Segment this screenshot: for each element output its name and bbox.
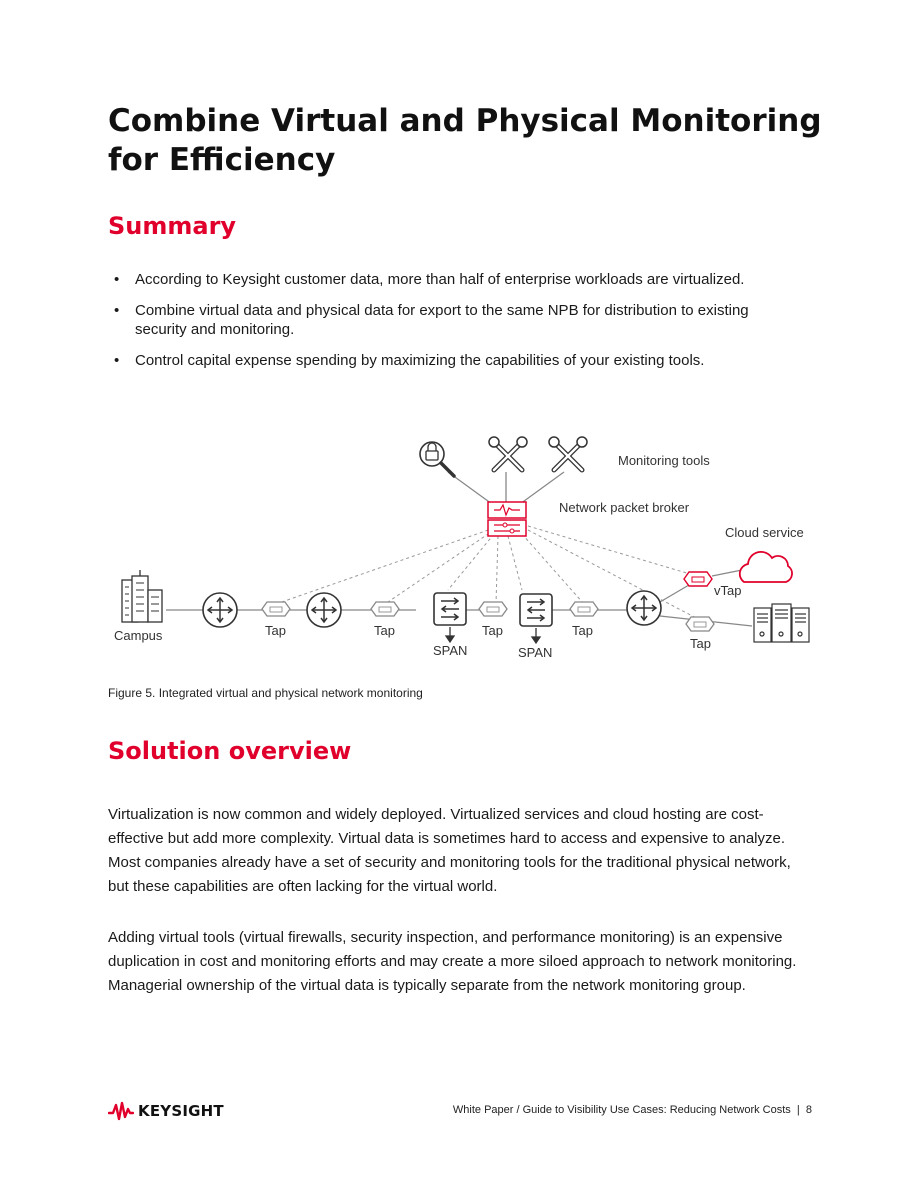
footer-doc-info: White Paper / Guide to Visibility Use Cases: Reducing Network Costs | 8: [452, 1104, 812, 1116]
router-icon: [203, 593, 237, 627]
summary-bullet: • Combine virtual data and physical data for export to the same NPB for distribution to existing security and monitoring.: [108, 301, 798, 339]
tap-label: Tap: [690, 636, 711, 651]
switch-icon: [434, 593, 466, 625]
router-icon: [307, 593, 341, 627]
npb-icon: [488, 502, 526, 536]
tap-icon: [479, 602, 507, 616]
npb-label: Network packet broker: [559, 500, 690, 515]
vtap-label: vTap: [714, 583, 742, 598]
figure-caption: Figure 5. Integrated virtual and physical network monitoring: [108, 686, 423, 700]
tap-label: Tap: [572, 623, 593, 638]
monitoring-tools-label: Monitoring tools: [618, 453, 710, 468]
cloud-label: Cloud service: [725, 525, 804, 540]
keysight-wordmark: KEYSIGHT: [138, 1102, 224, 1120]
tap-label: Tap: [482, 623, 503, 638]
vtap-icon: [684, 572, 712, 586]
summary-heading: Summary: [108, 212, 237, 240]
building-icon: [122, 570, 162, 622]
server-icon: [754, 604, 809, 642]
tap-icon: [686, 617, 714, 631]
tools-icon: [489, 437, 527, 470]
tools-icon: [549, 437, 587, 470]
page-title: Combine Virtual and Physical Monitoring for Efficiency: [108, 103, 822, 178]
tap-label: Tap: [265, 623, 286, 638]
tap-icon: [262, 602, 290, 616]
cloud-icon: [740, 552, 792, 582]
span-label: SPAN: [433, 643, 468, 658]
network-diagram: [108, 430, 820, 670]
campus-label: Campus: [114, 628, 163, 643]
solution-paragraph: Virtualization is now common and widely deployed. Virtualized services and cloud hosting are cost-effective but add more complexity. Virtual data is sometimes hard to access and expensive to analyze. Most companies already have a set of security and monitoring tools for the traditional physical network, but these capabilities are often lacking for the virtual world.: [108, 806, 791, 895]
router-icon: [627, 591, 661, 625]
lock-magnifier-icon: [420, 442, 454, 476]
span-label: SPAN: [518, 645, 553, 660]
summary-bullet: • According to Keysight customer data, more than half of enterprise workloads are virtualized.: [108, 270, 798, 289]
tap-icon: [570, 602, 598, 616]
summary-bullet: • Control capital expense spending by maximizing the capabilities of your existing tools.: [108, 351, 798, 370]
summary-list: [108, 270, 798, 382]
solution-heading: Solution overview: [108, 737, 352, 765]
solution-paragraph: Adding virtual tools (virtual firewalls, security inspection, and performance monitoring) is an expensive duplication in cost and monitoring efforts and may create a more siloed approach to network monitoring. Managerial ownership of the virtual data is typically separate from the network monitoring group.: [108, 929, 797, 994]
tap-label: Tap: [374, 623, 395, 638]
tap-icon: [371, 602, 399, 616]
switch-icon: [520, 594, 552, 626]
keysight-wave-icon: [108, 1101, 134, 1121]
keysight-logo: [108, 1100, 224, 1122]
